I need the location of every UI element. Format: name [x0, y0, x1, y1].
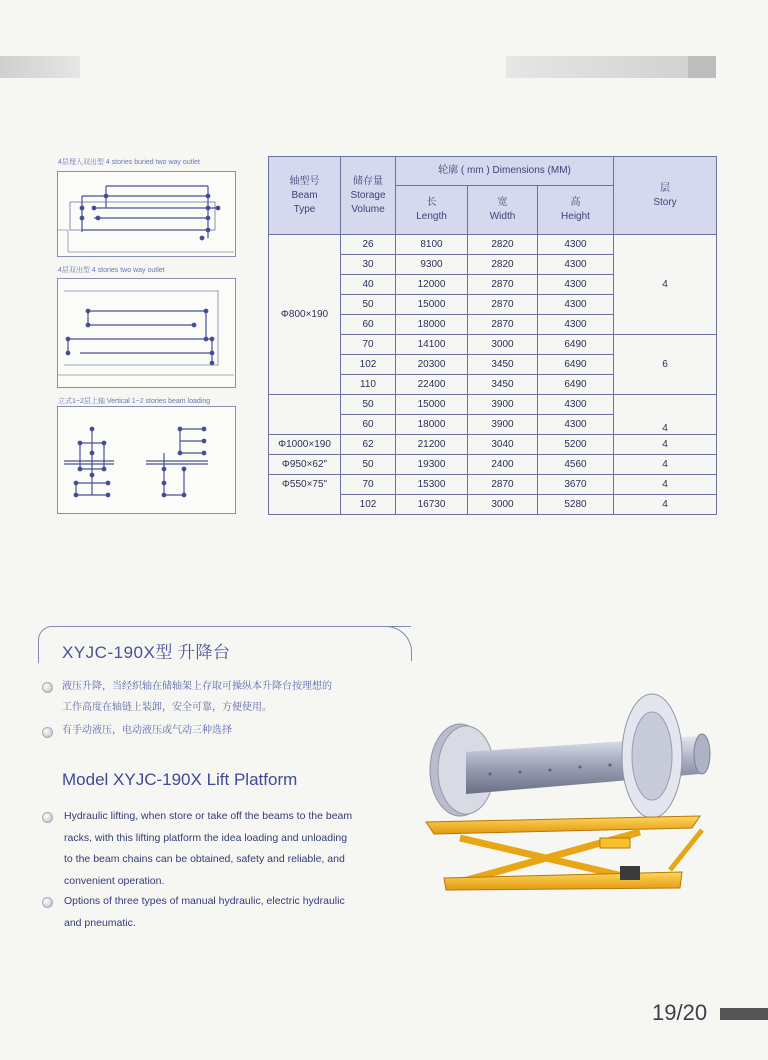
bullet-icon — [42, 812, 53, 823]
volume-cell: 50 — [341, 295, 396, 315]
length-cell: 8100 — [396, 235, 468, 255]
length-cell: 22400 — [396, 375, 468, 395]
beam-type-cell: Φ950×62" — [269, 455, 341, 475]
length-cell: 18000 — [396, 415, 468, 435]
bullet-icon — [42, 727, 53, 738]
en-paragraph-2 — [64, 891, 400, 934]
height-cn: 高 — [570, 197, 581, 208]
volume-cell: 102 — [341, 355, 396, 375]
diagram-3-caption: 立式1~2层上轴 Vertical 1~2 stories beam loading — [58, 398, 211, 405]
story-cell: 6 — [614, 335, 717, 395]
width-cn: 宽 — [497, 197, 508, 208]
table-row — [269, 235, 717, 255]
volume-cell: 50 — [341, 395, 396, 415]
volume-cell: 30 — [341, 255, 396, 275]
volume-cell: 60 — [341, 315, 396, 335]
beam-type-cell: Φ550×75" — [269, 475, 341, 515]
volume-en2: Volume — [351, 203, 385, 215]
volume-cell: 70 — [341, 335, 396, 355]
length-cell: 15000 — [396, 295, 468, 315]
bullet-icon — [42, 682, 53, 693]
story-cell: 4 — [614, 435, 717, 455]
diagram-2-two-way-outlet — [57, 278, 236, 388]
en-paragraph-1-line-2: racks, with this lifting platform the idea loading and unloading — [64, 831, 348, 844]
cn-paragraph-2: 有手动液压，电动液压或气动三种选择 — [62, 725, 232, 736]
width-cell: 3450 — [468, 355, 538, 375]
height-cell: 4560 — [538, 455, 614, 475]
header-decor-right — [506, 56, 716, 78]
model-title: Model XYJC-190X Lift Platform — [62, 770, 298, 789]
diagram-2-caption: 4层双出型 4 stories two way outlet — [58, 267, 165, 274]
en-paragraph-2-line-1: Options of three types of manual hydraulic, electric hydraulic — [64, 895, 345, 907]
volume-cell: 60 — [341, 415, 396, 435]
width-cell: 2400 — [468, 455, 538, 475]
height-cell: 4300 — [538, 235, 614, 255]
header-decor-square — [688, 56, 716, 78]
table-row — [269, 475, 717, 495]
col-header-length — [396, 186, 468, 235]
story-cell: 4 — [614, 395, 717, 435]
height-cell: 4300 — [538, 415, 614, 435]
length-cn: 长 — [426, 197, 437, 208]
height-cell: 4300 — [538, 255, 614, 275]
height-cell: 5200 — [538, 435, 614, 455]
width-cell: 3000 — [468, 335, 538, 355]
width-cell: 2870 — [468, 275, 538, 295]
table-row — [269, 435, 717, 455]
height-cell: 3670 — [538, 475, 614, 495]
story-cell: 4 — [614, 475, 717, 495]
diagram-1-buried-two-way — [57, 171, 236, 257]
en-paragraph-1-line-4: convenient operation. — [64, 874, 165, 887]
diagram-3-vertical-loading — [57, 406, 236, 514]
width-cell: 2870 — [468, 315, 538, 335]
volume-cell: 26 — [341, 235, 396, 255]
volume-cell: 102 — [341, 495, 396, 515]
height-cell: 4300 — [538, 295, 614, 315]
height-en: Height — [561, 211, 590, 222]
volume-cell: 50 — [341, 455, 396, 475]
volume-cell: 110 — [341, 375, 396, 395]
page-number-bar — [720, 1008, 768, 1020]
width-cell: 3000 — [468, 495, 538, 515]
en-paragraph-1 — [64, 806, 400, 892]
story-cell: 4 — [614, 455, 717, 475]
height-cell: 4300 — [538, 275, 614, 295]
volume-cell: 40 — [341, 275, 396, 295]
width-cell: 2870 — [468, 295, 538, 315]
width-cell: 3450 — [468, 375, 538, 395]
story-cn: 层 — [660, 182, 670, 194]
story-cell: 4 — [614, 495, 717, 515]
beam-type-cell: Φ800×190 — [269, 235, 341, 395]
cn-paragraph-1 — [62, 676, 402, 718]
en-paragraph-2-line-2: and pneumatic. — [64, 916, 136, 929]
col-header-width — [468, 186, 538, 235]
length-cell: 18000 — [396, 315, 468, 335]
width-cell: 2870 — [468, 475, 538, 495]
col-header-beam-type — [269, 157, 341, 235]
en-paragraph-1-line-1: Hydraulic lifting, when store or take off the beams to the beam — [64, 810, 353, 822]
col-header-storage-volume — [341, 157, 396, 235]
cn-paragraph-1-line-1: 液压升降，当经织轴在储轴架上存取可操纵本升降台按理想的 — [62, 681, 332, 692]
cn-paragraph-1-line-2: 工作高度在轴链上装卸，安全可靠，方便使用。 — [62, 702, 272, 713]
height-cell: 4300 — [538, 395, 614, 415]
volume-cell: 62 — [341, 435, 396, 455]
length-cell: 14100 — [396, 335, 468, 355]
beam-type-cell: Φ1000×190 — [269, 435, 341, 455]
diagram-1-caption: 4层埋入双出型 4 stories buried two way outlet — [58, 159, 200, 166]
length-cell: 9300 — [396, 255, 468, 275]
header-decor-left — [0, 56, 80, 78]
height-cell: 5280 — [538, 495, 614, 515]
height-cell: 6490 — [538, 375, 614, 395]
beam-type-cn: 轴型号 — [289, 175, 320, 187]
lift-platform-illustration — [420, 690, 720, 900]
width-en: Width — [489, 211, 516, 222]
length-cell: 15000 — [396, 395, 468, 415]
length-cell: 12000 — [396, 275, 468, 295]
height-cell: 4300 — [538, 315, 614, 335]
beam-storage-spec-table — [268, 156, 717, 515]
length-cell: 19300 — [396, 455, 468, 475]
volume-cn: 储存量 — [353, 175, 383, 187]
length-cell: 21200 — [396, 435, 468, 455]
beam-type-cell-empty — [269, 395, 341, 435]
col-header-dimensions: 轮廓 ( mm ) Dimensions (MM) — [396, 157, 614, 186]
bullet-icon — [42, 897, 53, 908]
volume-en1: Storage — [350, 189, 386, 201]
table-row — [269, 455, 717, 475]
story-cell: 4 — [614, 235, 717, 335]
length-cell: 20300 — [396, 355, 468, 375]
length-cell: 16730 — [396, 495, 468, 515]
story-en: Story — [653, 196, 677, 208]
beam-type-en1: Beam — [291, 189, 318, 201]
length-en: Length — [416, 211, 447, 222]
width-cell: 3900 — [468, 415, 538, 435]
height-cell: 6490 — [538, 355, 614, 375]
col-header-story — [614, 157, 717, 235]
width-cell: 2820 — [468, 255, 538, 275]
width-cell: 3900 — [468, 395, 538, 415]
volume-cell: 70 — [341, 475, 396, 495]
width-cell: 2820 — [468, 235, 538, 255]
table-row — [269, 395, 717, 415]
col-header-height — [538, 186, 614, 235]
height-cell: 6490 — [538, 335, 614, 355]
beam-type-en2: Type — [293, 203, 316, 215]
en-paragraph-1-line-3: to the beam chains can be obtained, safety and reliable, and — [64, 853, 345, 865]
width-cell: 3040 — [468, 435, 538, 455]
length-cell: 15300 — [396, 475, 468, 495]
page-number: 19/20 — [652, 1000, 708, 1025]
section-title: XYJC-190X型 升降台 — [62, 643, 231, 662]
